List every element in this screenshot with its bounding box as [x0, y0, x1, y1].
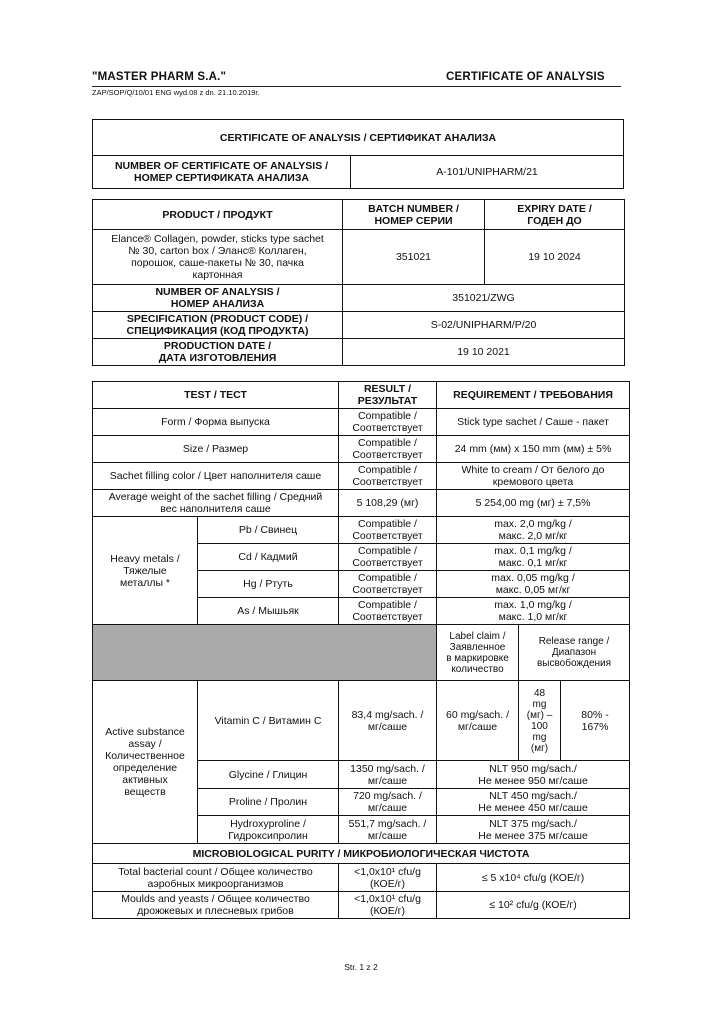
specification-label: SPECIFICATION (PRODUCT CODE) / СПЕЦИФИКАЦИЯ (КОД ПРОДУКТА)	[93, 312, 343, 339]
color-test: Sachet filling color / Цвет наполнителя саше	[93, 463, 339, 490]
proline-result: 720 mg/sach. / мг/саше	[339, 789, 437, 816]
document-reference: ZAP/SOP/Q/10/01 ENG wyd.08 z dn. 21.10.2019r.	[92, 88, 260, 97]
pb-result: Compatible / Соответствует	[339, 517, 437, 544]
moulds-yeasts-test: Moulds and yeasts / Общее количество дрожжевых и плесневых грибов	[93, 892, 339, 919]
analysis-number-value: 351021/ZWG	[343, 285, 625, 312]
vitamin-c-result: 83,4 mg/sach. / мг/саше	[339, 681, 437, 761]
product-description: Elance® Collagen, powder, sticks type sachet № 30, carton box / Эланс® Коллаген, порошок, саше-пакеты № 30, пачка картонная	[93, 230, 343, 285]
color-result: Compatible / Соответствует	[339, 463, 437, 490]
table-row	[93, 681, 630, 761]
moulds-yeasts-requirement: ≤ 10² cfu/g (КОЕ/г)	[437, 892, 630, 919]
certificate-number-value: A-101/UNIPHARM/21	[351, 156, 624, 189]
release-range-header: Release range / Диапазон высвобождения	[519, 625, 630, 681]
tests-table	[92, 381, 630, 919]
product-header: PRODUCT / ПРОДУКТ	[93, 200, 343, 230]
proline-requirement: NLT 450 mg/sach./ Не менее 450 мг/саше	[437, 789, 630, 816]
vitamin-c-test: Vitamin C / Витамин C	[198, 681, 339, 761]
hydroxyproline-result: 551,7 mg/sach. / мг/саше	[339, 816, 437, 844]
table-row	[93, 490, 630, 517]
bacterial-count-test: Total bacterial count / Общее количество аэробных микроорганизмов	[93, 864, 339, 892]
company-name: "MASTER PHARM S.A."	[92, 71, 227, 83]
hg-test: Hg / Ртуть	[198, 571, 339, 598]
hydroxyproline-test: Hydroxyproline / Гидроксипролин	[198, 816, 339, 844]
analysis-number-label: NUMBER OF ANALYSIS / НОМЕР АНАЛИЗА	[93, 285, 343, 312]
expiry-value: 19 10 2024	[485, 230, 625, 285]
cd-result: Compatible / Соответствует	[339, 544, 437, 571]
size-requirement: 24 mm (мм) x 150 mm (мм) ± 5%	[437, 436, 630, 463]
batch-header: BATCH NUMBER / НОМЕР СЕРИИ	[343, 200, 485, 230]
glycine-requirement: NLT 950 mg/sach./ Не менее 950 мг/саше	[437, 761, 630, 789]
microbiological-title: MICROBIOLOGICAL PURITY / МИКРОБИОЛОГИЧЕСКАЯ ЧИСТОТА	[93, 844, 630, 864]
expiry-header: EXPIRY DATE / ГОДЕН ДО	[485, 200, 625, 230]
weight-result: 5 108,29 (мг)	[339, 490, 437, 517]
size-test: Size / Размер	[93, 436, 339, 463]
header-divider	[92, 86, 621, 87]
production-date-label: PRODUCTION DATE / ДАТА ИЗГОТОВЛЕНИЯ	[93, 339, 343, 366]
color-requirement: White to cream / От белого до кремового цвета	[437, 463, 630, 490]
form-test: Form / Форма выпуска	[93, 409, 339, 436]
result-header: RESULT / РЕЗУЛЬТАТ	[339, 382, 437, 409]
header-title: CERTIFICATE OF ANALYSIS	[446, 71, 605, 83]
vitamin-c-range: 48 mg (мг) – 100 mg (мг)	[519, 681, 561, 761]
form-result: Compatible / Соответствует	[339, 409, 437, 436]
hydroxyproline-requirement: NLT 375 mg/sach./ Не менее 375 мг/саше	[437, 816, 630, 844]
hg-requirement: max. 0,05 mg/kg / макс. 0,05 мг/кг	[437, 571, 630, 598]
batch-value: 351021	[343, 230, 485, 285]
table-row	[93, 436, 630, 463]
table-row	[93, 864, 630, 892]
weight-test: Average weight of the sachet filling / Средний вес наполнителя саше	[93, 490, 339, 517]
active-substance-label: Active substance assay / Количественное определение активных веществ	[93, 681, 198, 844]
cd-test: Cd / Кадмий	[198, 544, 339, 571]
form-requirement: Stick type sachet / Саше - пакет	[437, 409, 630, 436]
label-claim-header: Label claim / Заявленное в маркировке количество	[437, 625, 519, 681]
moulds-yeasts-result: <1,0x10¹ cfu/g (КОЕ/г)	[339, 892, 437, 919]
bacterial-count-requirement: ≤ 5 x10⁴ cfu/g (КОЕ/г)	[437, 864, 630, 892]
as-test: As / Мышьяк	[198, 598, 339, 625]
production-date-value: 19 10 2021	[343, 339, 625, 366]
proline-test: Proline / Пролин	[198, 789, 339, 816]
size-result: Compatible / Соответствует	[339, 436, 437, 463]
vitamin-c-percent: 80% - 167%	[561, 681, 630, 761]
page-number: Str. 1 z 2	[344, 962, 378, 972]
product-table	[92, 199, 625, 366]
as-result: Compatible / Соответствует	[339, 598, 437, 625]
test-header: TEST / ТЕСТ	[93, 382, 339, 409]
cd-requirement: max. 0,1 mg/kg / макс. 0,1 мг/кг	[437, 544, 630, 571]
shaded-cell	[93, 625, 437, 681]
table-row	[93, 517, 630, 544]
table-row	[93, 892, 630, 919]
glycine-result: 1350 mg/sach. / мг/саше	[339, 761, 437, 789]
pb-requirement: max. 2,0 mg/kg / макс. 2,0 мг/кг	[437, 517, 630, 544]
weight-requirement: 5 254,00 mg (мг) ± 7,5%	[437, 490, 630, 517]
glycine-test: Glycine / Глицин	[198, 761, 339, 789]
table-row	[93, 463, 630, 490]
certificate-title: CERTIFICATE OF ANALYSIS / СЕРТИФИКАТ АНАЛИЗА	[93, 120, 624, 156]
table-row	[93, 409, 630, 436]
as-requirement: max. 1,0 mg/kg / макс. 1,0 мг/кг	[437, 598, 630, 625]
hg-result: Compatible / Соответствует	[339, 571, 437, 598]
specification-value: S-02/UNIPHARM/P/20	[343, 312, 625, 339]
requirement-header: REQUIREMENT / ТРЕБОВАНИЯ	[437, 382, 630, 409]
certificate-number-label: NUMBER OF CERTIFICATE OF ANALYSIS / НОМЕР СЕРТИФИКАТА АНАЛИЗА	[93, 156, 351, 189]
pb-test: Pb / Свинец	[198, 517, 339, 544]
heavy-metals-label: Heavy metals / Тяжелые металлы *	[93, 517, 198, 625]
vitamin-c-claim: 60 mg/sach. / мг/саше	[437, 681, 519, 761]
certificate-table	[92, 119, 624, 189]
bacterial-count-result: <1,0x10¹ cfu/g (КОЕ/г)	[339, 864, 437, 892]
